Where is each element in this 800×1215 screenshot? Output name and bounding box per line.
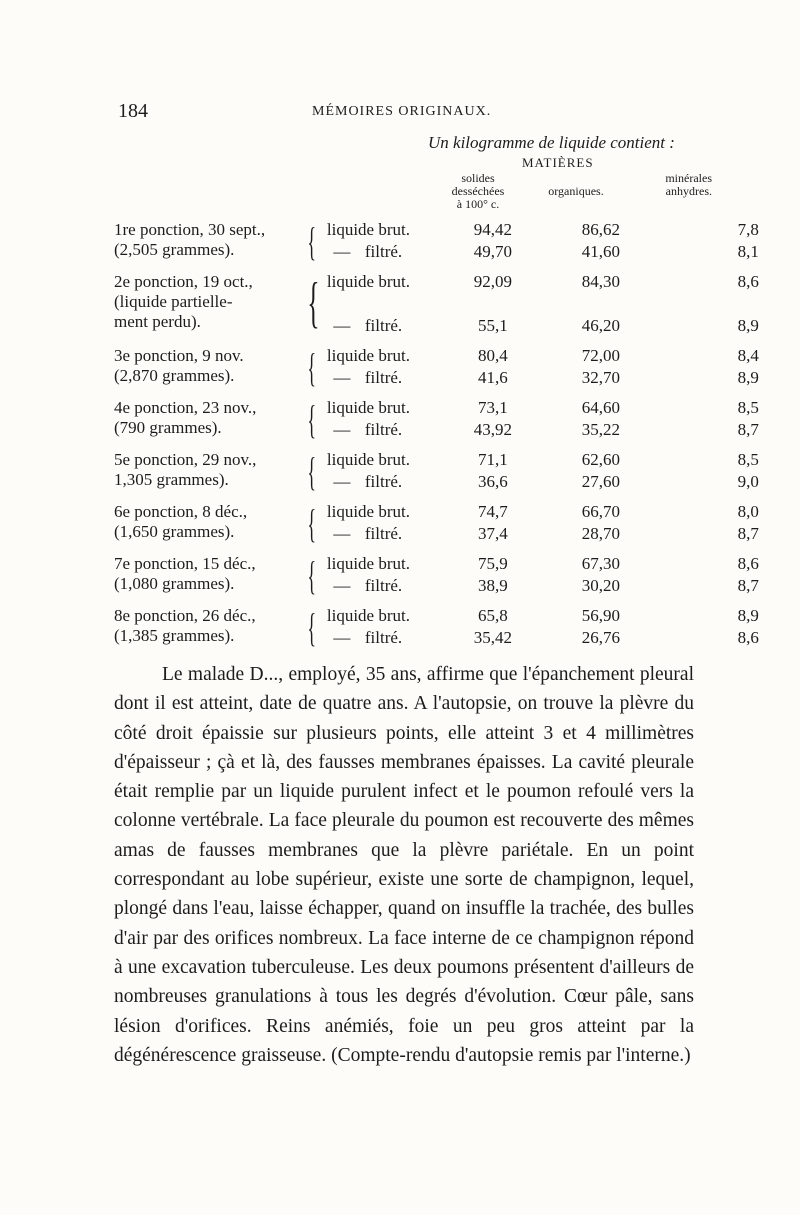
row-label <box>114 554 300 598</box>
dash-mark: — <box>333 472 351 491</box>
row-gap <box>114 650 759 658</box>
dash-mark: — <box>333 420 351 439</box>
col-header-solides: solides desséchées à 100° c. <box>451 171 505 211</box>
row-gap <box>114 442 759 450</box>
table-row-brut <box>114 450 759 472</box>
value-cell: 38,9 <box>478 576 508 595</box>
filtre-label: filtré. <box>364 368 403 387</box>
value-cell: 80,4 <box>478 346 508 365</box>
gap-cell <box>114 442 300 450</box>
row-label-line: 1,305 grammes). <box>114 470 229 489</box>
value-cell: 72,00 <box>581 346 621 365</box>
row-label-line: 8e ponction, 26 déc., <box>114 606 256 625</box>
kind-brut: liquide brut. <box>326 220 410 239</box>
value-cell: 37,4 <box>478 524 508 543</box>
value-cell: 8,6 <box>737 272 759 291</box>
value-cell: 73,1 <box>478 398 508 417</box>
row-label-line: (1,650 grammes). <box>114 522 235 541</box>
value-cell: 71,1 <box>478 450 508 469</box>
value-cell: 8,4 <box>737 346 759 365</box>
value-cell: 8,6 <box>737 554 759 573</box>
gap-cell <box>114 494 300 502</box>
value-cell: 8,7 <box>737 576 759 595</box>
brace-top: { <box>307 605 317 650</box>
brace-top: { <box>307 449 317 494</box>
kind-filtre <box>327 420 443 442</box>
kind-filtre <box>327 628 443 650</box>
kind-filtre <box>327 368 443 390</box>
table-row-brut <box>114 398 759 420</box>
value-cell: 36,6 <box>478 472 508 491</box>
row-gap <box>114 546 759 554</box>
row-label-line: (liquide partielle- <box>114 292 233 311</box>
value-cell: 35,22 <box>581 420 621 439</box>
dash-mark: — <box>333 316 351 335</box>
value-cell: 26,76 <box>581 628 621 647</box>
value-cell: 8,9 <box>737 368 759 387</box>
value-cell: 49,70 <box>473 242 513 261</box>
dash-mark: — <box>333 524 351 543</box>
running-title: MÉMOIRES ORIGINAUX. <box>312 104 492 119</box>
value-cell: 56,90 <box>581 606 621 625</box>
value-cell: 94,42 <box>473 220 513 239</box>
kind-brut: liquide brut. <box>326 398 410 417</box>
filtre-label: filtré. <box>364 472 403 491</box>
value-cell: 86,62 <box>581 220 621 239</box>
value-cell: 8,7 <box>737 420 759 439</box>
value-cell: 35,42 <box>473 628 513 647</box>
value-cell: 64,60 <box>581 398 621 417</box>
row-label <box>114 450 300 494</box>
row-label-line: 7e ponction, 15 déc., <box>114 554 256 573</box>
gap-cell <box>114 390 300 398</box>
value-cell: 8,0 <box>737 502 759 521</box>
matieres-heading: MATIÈRES <box>522 155 594 170</box>
value-cell: 8,5 <box>737 450 759 469</box>
row-label <box>114 220 300 264</box>
value-cell: 65,8 <box>478 606 508 625</box>
gap-cell <box>114 264 300 272</box>
row-label-line: (1,385 grammes). <box>114 626 235 645</box>
value-cell: 8,7 <box>737 524 759 543</box>
table-row-brut <box>114 606 759 628</box>
row-label <box>114 502 300 546</box>
filtre-label: filtré. <box>364 316 403 335</box>
value-cell: 32,70 <box>581 368 621 387</box>
value-cell: 74,7 <box>478 502 508 521</box>
brace-top: { <box>307 397 317 442</box>
dash-mark: — <box>333 628 351 647</box>
row-gap <box>114 598 759 606</box>
row-gap <box>114 494 759 502</box>
filtre-label: filtré. <box>364 242 403 261</box>
row-label-line: ment perdu). <box>114 312 201 331</box>
dash-mark: — <box>333 368 351 387</box>
row-label-line: 6e ponction, 8 déc., <box>114 502 248 521</box>
value-cell: 66,70 <box>581 502 621 521</box>
table-row-brut <box>114 502 759 524</box>
value-cell: 41,6 <box>478 368 508 387</box>
filtre-label: filtré. <box>364 524 403 543</box>
page-number: 184 <box>118 100 148 122</box>
case-paragraph: Le malade D..., employé, 35 ans, affirme que l'épanchement pleural dont il est atteint, date de quatre ans. A l'autopsie, on trouve la plèvre du côté droit épaissie sur plusieurs points, elle atteint 3 et 4 millimètres d'épaisseur ; çà et là, des fausses membranes épaisses. La cavité pleurale était remplie par un liquide purulent infect et le poumon refoulé vers la colonne vertébrale. La face pleurale du poumon est recouverte des mêmes amas de fausses membranes que la plèvre pariétale. En un point correspondant au lobe supérieur, existe une sorte de champignon, lequel, plongé dans l'eau, laisse échapper, quand on insuffle la trachée, des bulles d'air par des orifices nombreux. La face interne de ce champignon répond à une excavation tuberculeuse. Les deux poumons présentent d'ailleurs de nombreuses granulations à tous les degrés d'évolution. Cœur pâle, sans lésion d'orifices. Reins anémiés, foie un peu gros atteint par la dégénérescence graisseuse. (Compte-rendu d'autopsie remis par l'interne.) <box>114 664 694 1066</box>
row-label-line: 2e ponction, 19 oct., <box>114 272 253 291</box>
table-intro: Un kilogramme de liquide contient : <box>428 133 675 152</box>
gap-cell <box>114 546 300 554</box>
value-cell: 43,92 <box>473 420 513 439</box>
table-row-brut <box>114 220 759 242</box>
value-cell: 8,5 <box>737 398 759 417</box>
row-label-line: 5e ponction, 29 nov., <box>114 450 257 469</box>
table-body <box>114 220 759 658</box>
value-cell: 27,60 <box>581 472 621 491</box>
kind-brut: liquide brut. <box>326 606 410 625</box>
brace-top: { <box>307 553 317 598</box>
gap-cell <box>114 598 300 606</box>
analysis-table <box>114 220 759 658</box>
value-cell: 8,9 <box>737 316 759 335</box>
kind-brut: liquide brut. <box>326 554 410 573</box>
kind-brut: liquide brut. <box>326 502 410 521</box>
page-header <box>118 100 688 124</box>
brace-top: { <box>307 345 317 390</box>
row-label <box>114 272 300 338</box>
row-label-line: (1,080 grammes). <box>114 574 235 593</box>
gap-cell <box>114 650 300 658</box>
dash-mark: — <box>333 242 351 261</box>
value-cell: 30,20 <box>581 576 621 595</box>
value-cell: 84,30 <box>581 272 621 291</box>
brace-top: { <box>307 219 317 264</box>
row-label-line: 3e ponction, 9 nov. <box>114 346 244 365</box>
value-cell: 75,9 <box>478 554 508 573</box>
table-row-brut <box>114 554 759 576</box>
row-gap <box>114 390 759 398</box>
row-label <box>114 346 300 390</box>
gap-cell <box>114 338 300 346</box>
row-label-line: (2,870 grammes). <box>114 366 235 385</box>
row-label-line: 1re ponction, 30 sept., <box>114 220 266 239</box>
row-label <box>114 398 300 442</box>
value-cell: 7,8 <box>737 220 759 239</box>
table-row-brut <box>114 272 759 294</box>
row-label-line: 4e ponction, 23 nov., <box>114 398 257 417</box>
value-cell: 62,60 <box>581 450 621 469</box>
kind-brut: liquide brut. <box>326 450 410 469</box>
kind-filtre <box>327 472 443 494</box>
row-gap <box>114 264 759 272</box>
value-cell: 46,20 <box>581 316 621 335</box>
row-label-line: (790 grammes). <box>114 418 222 437</box>
filtre-label: filtré. <box>364 628 403 647</box>
table-row-brut <box>114 346 759 368</box>
row-label-line: (2,505 grammes). <box>114 240 235 259</box>
kind-filtre <box>327 576 443 598</box>
value-cell: 92,09 <box>473 272 513 291</box>
row-gap <box>114 338 759 346</box>
filtre-label: filtré. <box>364 420 403 439</box>
value-cell: 8,9 <box>737 606 759 625</box>
kind-filtre <box>327 294 443 338</box>
value-cell: 8,1 <box>737 242 759 261</box>
value-cell: 55,1 <box>478 316 508 335</box>
filtre-label: filtré. <box>364 576 403 595</box>
value-cell: 28,70 <box>581 524 621 543</box>
col-header-minerales: minérales anhydres. <box>665 171 712 198</box>
kind-filtre <box>327 242 443 264</box>
value-cell: 41,60 <box>581 242 621 261</box>
dash-mark: — <box>333 576 351 595</box>
brace-top: { <box>307 272 320 334</box>
value-cell: 8,6 <box>737 628 759 647</box>
brace-top: { <box>307 501 317 546</box>
row-label <box>114 606 300 650</box>
col-header-organiques: organiques. <box>548 184 604 198</box>
kind-brut: liquide brut. <box>326 346 410 365</box>
value-cell: 67,30 <box>581 554 621 573</box>
kind-filtre <box>327 524 443 546</box>
value-cell: 9,0 <box>737 472 759 491</box>
kind-brut: liquide brut. <box>326 272 410 291</box>
